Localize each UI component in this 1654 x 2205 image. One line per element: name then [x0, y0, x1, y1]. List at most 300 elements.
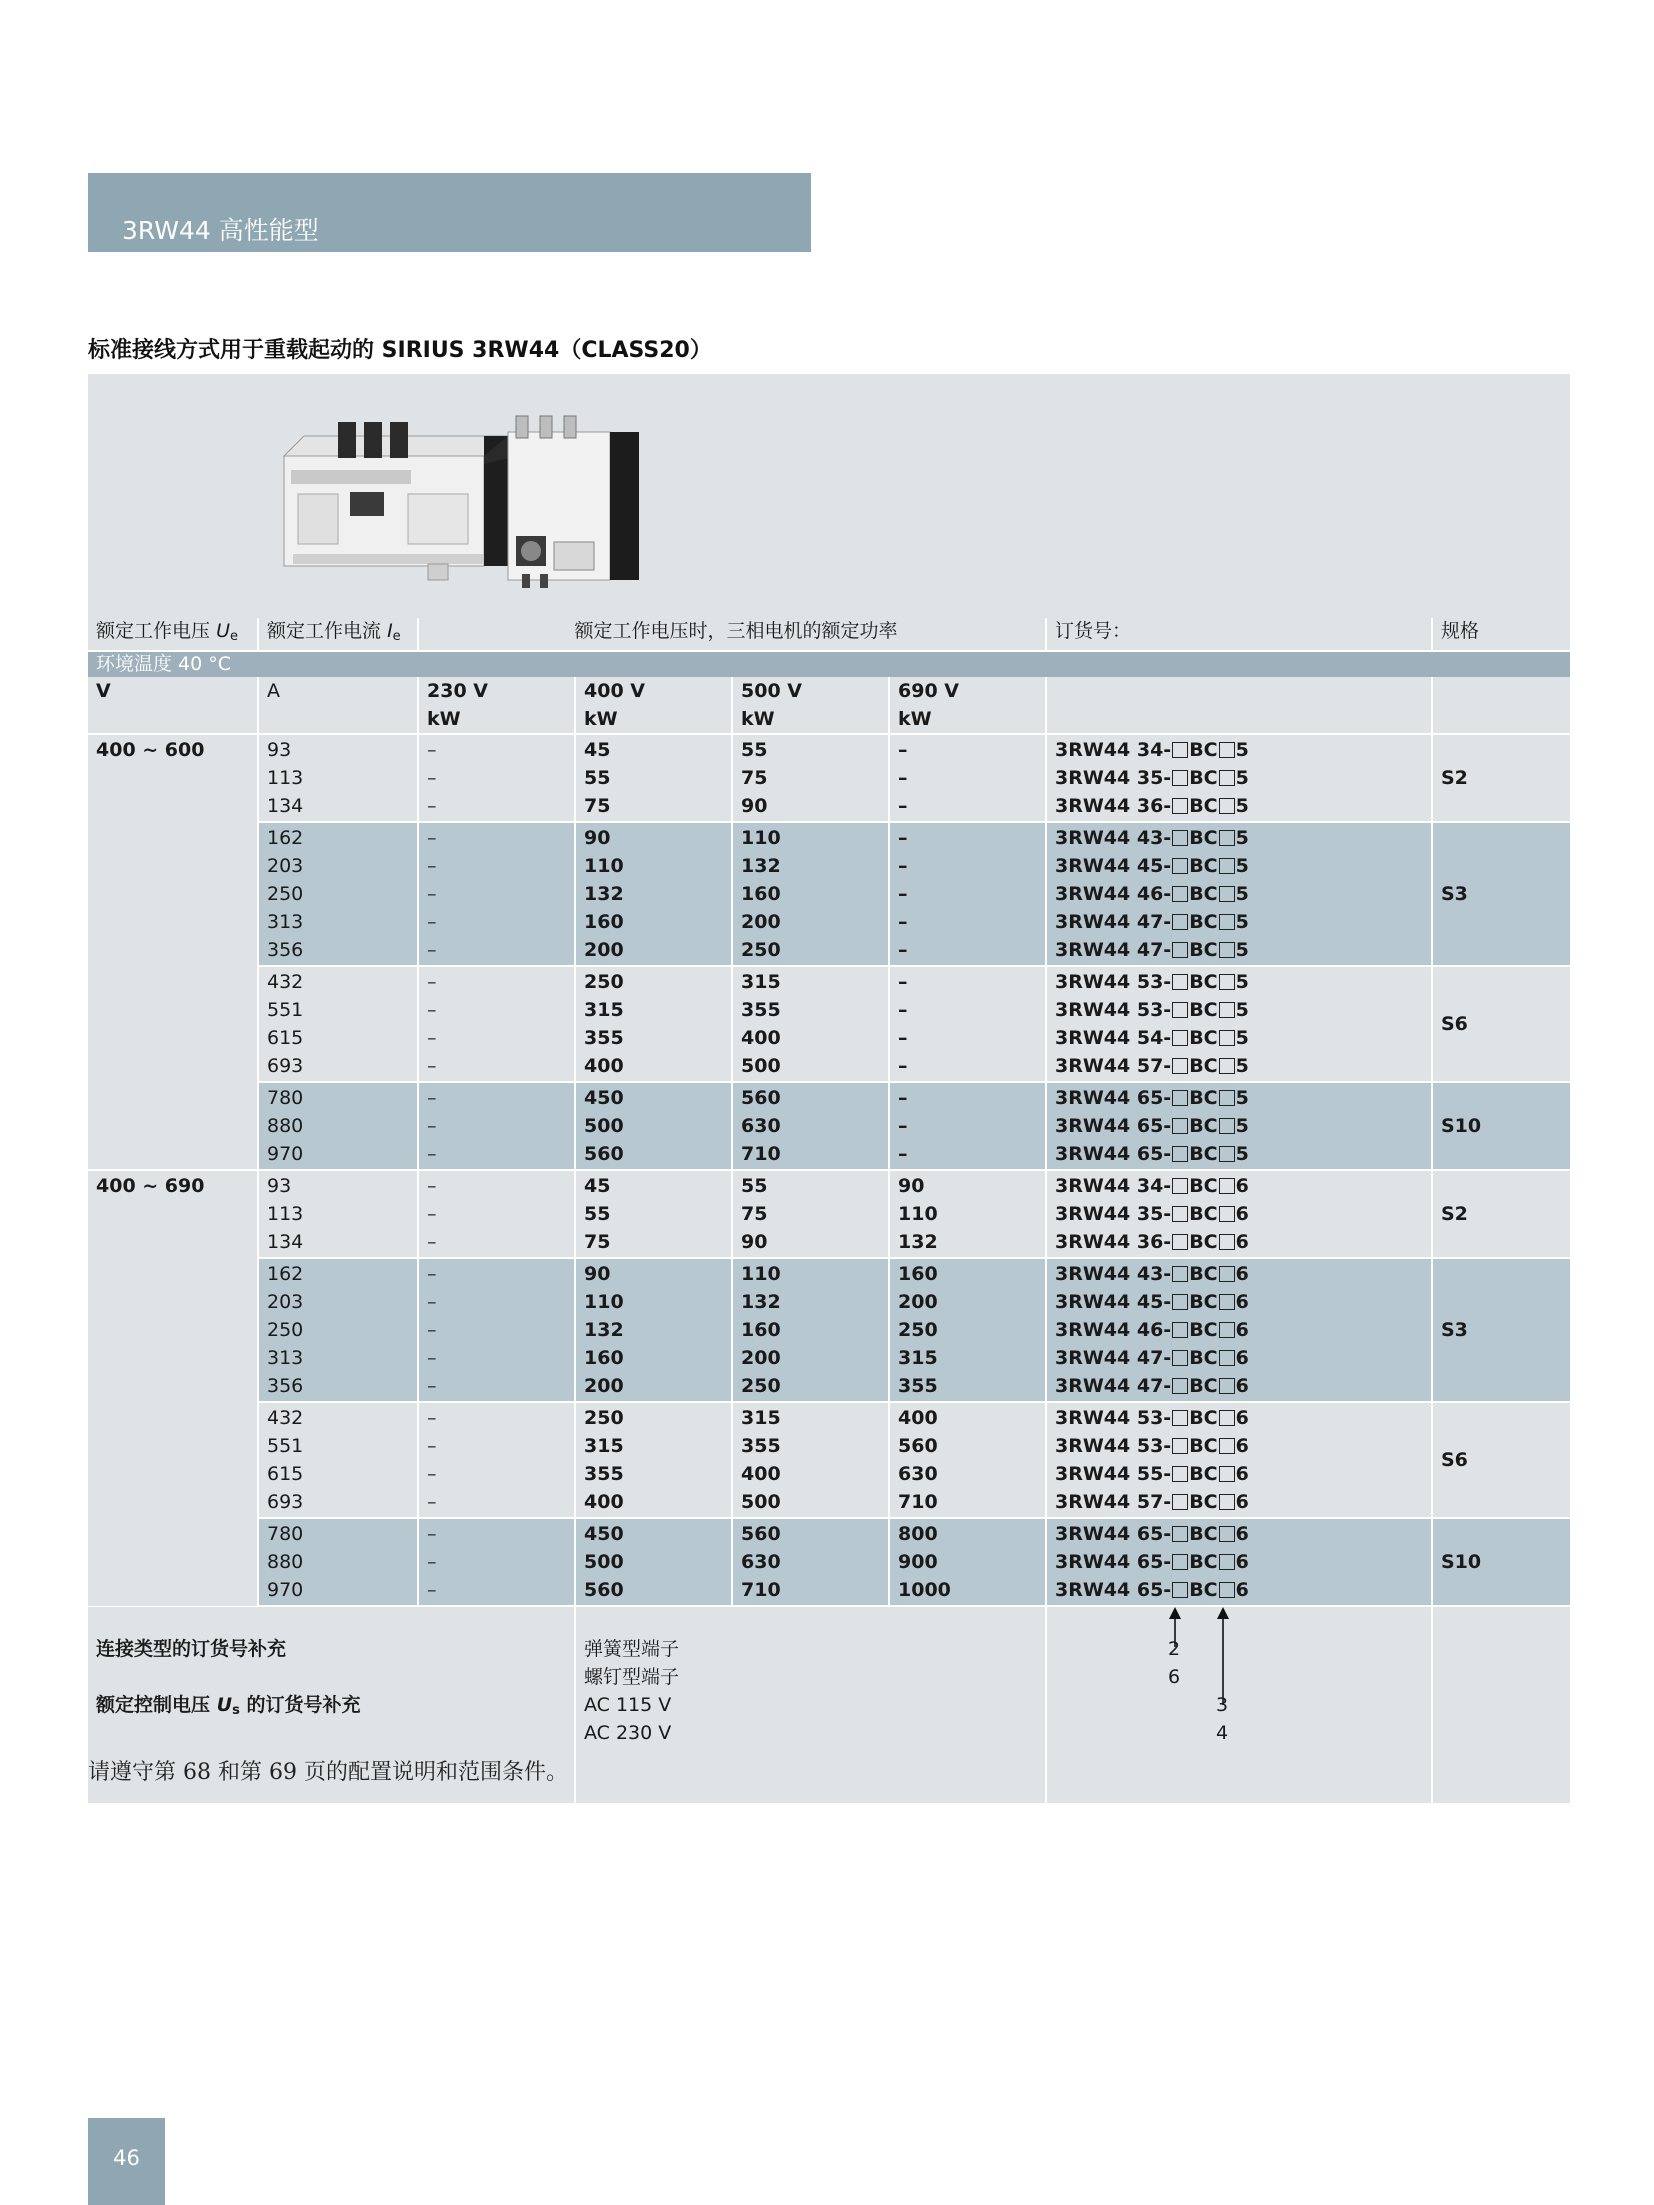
order-prefix: 3RW44 54-	[1055, 1027, 1172, 1049]
order-prefix: 3RW44 65-	[1055, 1551, 1172, 1573]
power-500v-value: 250	[741, 1375, 781, 1397]
order-suffix: 6	[1235, 1523, 1249, 1545]
power-690v-value: 355	[898, 1375, 938, 1397]
power-690v-value: 132	[898, 1231, 938, 1253]
header-current: 额定工作电流 $I_e$	[258, 618, 418, 651]
order-prefix: 3RW44 34-	[1055, 1175, 1172, 1197]
power-400v-value: 55	[584, 767, 611, 789]
current-a-value: 356	[267, 1375, 304, 1397]
order-suffix: 5	[1235, 1087, 1249, 1109]
power-500v-value: 90	[741, 1231, 768, 1253]
power-690v-value: –	[898, 911, 908, 933]
order-prefix: 3RW44 65-	[1055, 1579, 1172, 1601]
order-number	[1046, 966, 1432, 1082]
order-suffix: 5	[1235, 999, 1249, 1021]
header-order: 订货号：	[1046, 618, 1432, 651]
power-400v-value: 45	[584, 1175, 611, 1197]
unit-230: 230 V kW	[418, 677, 575, 734]
power-690v-value: –	[898, 767, 908, 789]
product-photos	[88, 374, 1570, 610]
power-230v	[418, 1518, 575, 1606]
current-a-value: 970	[267, 1143, 304, 1165]
power-230v	[418, 1082, 575, 1170]
placeholder-box-icon	[1219, 1494, 1235, 1510]
power-400v-value: 400	[584, 1491, 624, 1513]
code-spring: 2	[1168, 1638, 1181, 1660]
power-690v-value: 400	[898, 1407, 938, 1429]
power-230v	[418, 1402, 575, 1518]
table-row-group	[88, 1518, 1570, 1606]
control-subscript: s	[232, 1703, 240, 1718]
placeholder-box-icon	[1172, 1350, 1188, 1366]
order-prefix: 3RW44 53-	[1055, 1435, 1172, 1457]
order-mid: BC	[1189, 1027, 1218, 1049]
power-500v-value: 560	[741, 1523, 781, 1545]
power-400v	[575, 1082, 732, 1170]
power-500v-value: 132	[741, 855, 781, 877]
current-a	[258, 822, 418, 966]
power-690v	[889, 1518, 1046, 1606]
supplement-empty	[1432, 1606, 1570, 1803]
current-a-value: 313	[267, 1347, 304, 1369]
frame-size: S2	[1432, 734, 1570, 822]
supplement-options	[575, 1606, 1046, 1803]
table-row-group	[88, 1258, 1570, 1402]
order-prefix: 3RW44 45-	[1055, 1291, 1172, 1313]
order-mid: BC	[1189, 1203, 1218, 1225]
power-690v-value: 110	[898, 1203, 938, 1225]
placeholder-box-icon	[1172, 1294, 1188, 1310]
current-a-value: 693	[267, 1055, 304, 1077]
order-number	[1046, 734, 1432, 822]
placeholder-box-icon	[1172, 830, 1188, 846]
power-400v-value: 90	[584, 827, 611, 849]
placeholder-box-icon	[1219, 1090, 1235, 1106]
table-row-group	[88, 734, 1570, 822]
power-400v-value: 200	[584, 1375, 624, 1397]
power-500v-value: 132	[741, 1291, 781, 1313]
current-a-value: 432	[267, 1407, 304, 1429]
voltage-range	[88, 966, 258, 1082]
power-230v-value: –	[427, 795, 437, 817]
power-230v-value: –	[427, 1231, 437, 1253]
code-ac115: 3	[1216, 1694, 1229, 1716]
frame-size: S10	[1432, 1082, 1570, 1170]
power-690v	[889, 1258, 1046, 1402]
order-prefix: 3RW44 65-	[1055, 1115, 1172, 1137]
power-230v-value: –	[427, 1579, 437, 1601]
control-symbol: U	[216, 1694, 233, 1716]
power-230v-value: –	[427, 1143, 437, 1165]
placeholder-box-icon	[1172, 1178, 1188, 1194]
header-size: 规格	[1432, 618, 1570, 651]
power-500v-value: 630	[741, 1115, 781, 1137]
frame-size: S3	[1432, 822, 1570, 966]
power-400v-value: 250	[584, 1407, 624, 1429]
order-suffix: 5	[1235, 795, 1249, 817]
order-suffix: 5	[1235, 1115, 1249, 1137]
power-690v	[889, 1402, 1046, 1518]
power-500v-value: 110	[741, 827, 781, 849]
placeholder-box-icon	[1172, 886, 1188, 902]
power-500v-value: 400	[741, 1463, 781, 1485]
order-mid: BC	[1189, 883, 1218, 905]
placeholder-box-icon	[1219, 886, 1235, 902]
frame-size: S2	[1432, 1170, 1570, 1258]
placeholder-box-icon	[1172, 1090, 1188, 1106]
order-suffix: 5	[1235, 971, 1249, 993]
order-mid: BC	[1189, 795, 1218, 817]
order-prefix: 3RW44 53-	[1055, 1407, 1172, 1429]
power-400v	[575, 1170, 732, 1258]
voltage-range: 400 ~ 600	[88, 734, 258, 822]
power-400v-value: 315	[584, 1435, 624, 1457]
order-suffix: 5	[1235, 1055, 1249, 1077]
section-title: 3RW44 高性能型	[122, 216, 319, 245]
order-number	[1046, 1170, 1432, 1258]
order-prefix: 3RW44 43-	[1055, 827, 1172, 849]
order-prefix: 3RW44 53-	[1055, 999, 1172, 1021]
current-a-value: 134	[267, 795, 304, 817]
current-a	[258, 1170, 418, 1258]
order-prefix: 3RW44 47-	[1055, 1375, 1172, 1397]
current-a-value: 551	[267, 1435, 304, 1457]
power-230v	[418, 1170, 575, 1258]
power-400v-value: 55	[584, 1203, 611, 1225]
order-suffix: 6	[1235, 1463, 1249, 1485]
option-screw: 螺钉型端子	[584, 1666, 680, 1688]
power-690v-value: 315	[898, 1347, 938, 1369]
placeholder-box-icon	[1172, 1526, 1188, 1542]
power-400v-value: 110	[584, 1291, 624, 1313]
power-500v	[732, 1082, 889, 1170]
order-mid: BC	[1189, 1143, 1218, 1165]
power-500v-value: 55	[741, 1175, 768, 1197]
power-400v-value: 200	[584, 939, 624, 961]
placeholder-box-icon	[1172, 1494, 1188, 1510]
connection-label: 连接类型的订货号补充	[96, 1638, 287, 1660]
power-690v-value: –	[898, 827, 908, 849]
power-230v-value: –	[427, 827, 437, 849]
placeholder-box-icon	[1172, 798, 1188, 814]
placeholder-box-icon	[1172, 914, 1188, 930]
order-mid: BC	[1189, 1175, 1218, 1197]
order-mid: BC	[1189, 739, 1218, 761]
power-230v-value: –	[427, 971, 437, 993]
power-230v-value: –	[427, 939, 437, 961]
placeholder-box-icon	[1219, 1438, 1235, 1454]
power-400v-value: 450	[584, 1523, 624, 1545]
power-230v-value: –	[427, 855, 437, 877]
section-banner	[88, 173, 811, 252]
placeholder-box-icon	[1219, 1554, 1235, 1570]
order-number	[1046, 1258, 1432, 1402]
power-500v-value: 355	[741, 999, 781, 1021]
placeholder-box-icon	[1219, 1030, 1235, 1046]
power-500v-value: 90	[741, 795, 768, 817]
order-mid: BC	[1189, 1055, 1218, 1077]
power-690v-value: –	[898, 1055, 908, 1077]
power-500v	[732, 1518, 889, 1606]
code-screw: 6	[1168, 1666, 1181, 1688]
order-mid: BC	[1189, 855, 1218, 877]
header-voltage: 额定工作电压 $U_e$	[88, 618, 258, 651]
power-230v-value: –	[427, 1055, 437, 1077]
power-400v-value: 132	[584, 883, 624, 905]
order-mid: BC	[1189, 827, 1218, 849]
option-spring: 弹簧型端子	[584, 1638, 680, 1660]
power-500v	[732, 1258, 889, 1402]
order-mid: BC	[1189, 1523, 1218, 1545]
current-a-value: 970	[267, 1579, 304, 1601]
power-690v-value: –	[898, 1115, 908, 1137]
product-table	[88, 374, 1570, 1803]
power-230v-value: –	[427, 1491, 437, 1513]
power-690v	[889, 822, 1046, 966]
placeholder-box-icon	[1219, 1058, 1235, 1074]
power-690v-value: 200	[898, 1291, 938, 1313]
power-400v-value: 75	[584, 1231, 611, 1253]
placeholder-box-icon	[1219, 830, 1235, 846]
placeholder-box-icon	[1172, 1466, 1188, 1482]
placeholder-box-icon	[1219, 798, 1235, 814]
power-690v-value: –	[898, 795, 908, 817]
voltage-range	[88, 1082, 258, 1170]
order-mid: BC	[1189, 1115, 1218, 1137]
current-a-value: 93	[267, 739, 292, 761]
power-690v-value: –	[898, 939, 908, 961]
power-500v-value: 200	[741, 1347, 781, 1369]
order-mid: BC	[1189, 999, 1218, 1021]
order-mid: BC	[1189, 1435, 1218, 1457]
placeholder-box-icon	[1172, 770, 1188, 786]
control-label: 额定控制电压	[96, 1694, 211, 1716]
power-500v-value: 110	[741, 1263, 781, 1285]
power-400v	[575, 1518, 732, 1606]
power-690v-value: 900	[898, 1551, 938, 1573]
order-prefix: 3RW44 47-	[1055, 911, 1172, 933]
units-row	[88, 677, 1570, 734]
current-a-value: 113	[267, 767, 304, 789]
order-mid: BC	[1189, 1407, 1218, 1429]
power-230v-value: –	[427, 1175, 437, 1197]
placeholder-box-icon	[1219, 1466, 1235, 1482]
order-suffix: 6	[1235, 1263, 1249, 1285]
order-suffix: 5	[1235, 939, 1249, 961]
power-400v-value: 560	[584, 1579, 624, 1601]
unit-400: 400 V kW	[575, 677, 732, 734]
order-prefix: 3RW44 43-	[1055, 1263, 1172, 1285]
power-230v-value: –	[427, 1087, 437, 1109]
placeholder-box-icon	[1172, 942, 1188, 958]
table-title: 标准接线方式用于重载起动的 SIRIUS 3RW44（CLASS20）	[88, 338, 712, 363]
voltage-range	[88, 1258, 258, 1402]
order-mid: BC	[1189, 971, 1218, 993]
placeholder-box-icon	[1172, 974, 1188, 990]
code-ac230: 4	[1216, 1722, 1229, 1744]
power-690v-value: –	[898, 883, 908, 905]
placeholder-box-icon	[1219, 1582, 1235, 1598]
power-400v-value: 160	[584, 911, 624, 933]
power-500v	[732, 734, 889, 822]
order-suffix: 6	[1235, 1491, 1249, 1513]
placeholder-box-icon	[1172, 1206, 1188, 1222]
power-500v-value: 630	[741, 1551, 781, 1573]
power-400v-value: 90	[584, 1263, 611, 1285]
power-400v-value: 400	[584, 1055, 624, 1077]
order-prefix: 3RW44 53-	[1055, 971, 1172, 993]
power-400v-value: 45	[584, 739, 611, 761]
unit-order-empty	[1046, 677, 1432, 734]
placeholder-box-icon	[1172, 1582, 1188, 1598]
current-a-value: 93	[267, 1175, 292, 1197]
power-400v-value: 75	[584, 795, 611, 817]
control-suffix: 的订货号补充	[239, 1694, 361, 1716]
current-a-value: 250	[267, 883, 304, 905]
placeholder-box-icon	[1219, 1266, 1235, 1282]
unit-volt: V	[88, 677, 258, 734]
placeholder-box-icon	[1219, 1118, 1235, 1134]
order-prefix: 3RW44 46-	[1055, 1319, 1172, 1341]
power-500v-value: 315	[741, 1407, 781, 1429]
power-230v-value: –	[427, 1203, 437, 1225]
order-prefix: 3RW44 47-	[1055, 1347, 1172, 1369]
power-230v-value: –	[427, 1375, 437, 1397]
power-400v-value: 110	[584, 855, 624, 877]
power-690v-value: 1000	[898, 1579, 951, 1601]
current-a-value: 162	[267, 827, 304, 849]
product-photo-area	[88, 374, 1570, 618]
placeholder-box-icon	[1219, 1206, 1235, 1222]
power-500v-value: 250	[741, 939, 781, 961]
power-500v-value: 710	[741, 1579, 781, 1601]
placeholder-box-icon	[1219, 1350, 1235, 1366]
order-suffix: 6	[1235, 1551, 1249, 1573]
power-690v-value: –	[898, 739, 908, 761]
placeholder-box-icon	[1219, 914, 1235, 930]
order-suffix: 5	[1235, 911, 1249, 933]
order-suffix: 6	[1235, 1175, 1249, 1197]
power-690v-value: 250	[898, 1319, 938, 1341]
power-400v-value: 315	[584, 999, 624, 1021]
voltage-range	[88, 822, 258, 966]
order-mid: BC	[1189, 767, 1218, 789]
placeholder-box-icon	[1219, 1002, 1235, 1018]
order-suffix: 5	[1235, 739, 1249, 761]
order-suffix: 5	[1235, 1027, 1249, 1049]
frame-size: S3	[1432, 1258, 1570, 1402]
power-230v-value: –	[427, 767, 437, 789]
order-mid: BC	[1189, 1087, 1218, 1109]
power-230v-value: –	[427, 1551, 437, 1573]
power-500v-value: 75	[741, 1203, 768, 1225]
order-mid: BC	[1189, 1263, 1218, 1285]
unit-500: 500 V kW	[732, 677, 889, 734]
power-690v-value: –	[898, 999, 908, 1021]
order-mid: BC	[1189, 1579, 1218, 1601]
power-500v-value: 55	[741, 739, 768, 761]
power-230v-value: –	[427, 999, 437, 1021]
order-suffix: 6	[1235, 1291, 1249, 1313]
order-suffix: 5	[1235, 767, 1249, 789]
table-row-group	[88, 1082, 1570, 1170]
current-a-value: 880	[267, 1115, 304, 1137]
placeholder-box-icon	[1219, 1410, 1235, 1426]
order-mid: BC	[1189, 1347, 1218, 1369]
placeholder-box-icon	[1172, 1438, 1188, 1454]
placeholder-box-icon	[1172, 1410, 1188, 1426]
order-suffix: 6	[1235, 1203, 1249, 1225]
order-suffix: 5	[1235, 827, 1249, 849]
order-mid: BC	[1189, 1291, 1218, 1313]
order-suffix: 6	[1235, 1347, 1249, 1369]
order-suffix: 6	[1235, 1407, 1249, 1429]
order-prefix: 3RW44 36-	[1055, 795, 1172, 817]
footnote: 请遵守第 68 和第 69 页的配置说明和范围条件。	[88, 1760, 568, 1785]
order-prefix: 3RW44 65-	[1055, 1087, 1172, 1109]
power-230v	[418, 966, 575, 1082]
power-690v-value: 90	[898, 1175, 925, 1197]
order-prefix: 3RW44 55-	[1055, 1463, 1172, 1485]
order-prefix: 3RW44 57-	[1055, 1491, 1172, 1513]
order-mid: BC	[1189, 1463, 1218, 1485]
power-690v-value: 160	[898, 1263, 938, 1285]
ambient-temperature: 环境温度 40 °C	[88, 651, 1570, 677]
order-prefix: 3RW44 34-	[1055, 739, 1172, 761]
placeholder-box-icon	[1172, 1554, 1188, 1570]
order-suffix: 6	[1235, 1435, 1249, 1457]
order-number	[1046, 1518, 1432, 1606]
power-230v-value: –	[427, 1027, 437, 1049]
power-690v	[889, 1082, 1046, 1170]
order-suffix: 6	[1235, 1579, 1249, 1601]
power-690v-value: –	[898, 1143, 908, 1165]
current-a-value: 551	[267, 999, 304, 1021]
current-a	[258, 734, 418, 822]
placeholder-box-icon	[1219, 974, 1235, 990]
page-number: 46	[113, 2146, 140, 2170]
placeholder-box-icon	[1172, 1058, 1188, 1074]
table-row-group	[88, 822, 1570, 966]
power-690v	[889, 966, 1046, 1082]
order-mid: BC	[1189, 1231, 1218, 1253]
power-500v-value: 160	[741, 1319, 781, 1341]
placeholder-box-icon	[1219, 742, 1235, 758]
placeholder-box-icon	[1219, 1378, 1235, 1394]
power-690v-value: –	[898, 1087, 908, 1109]
power-500v-value: 315	[741, 971, 781, 993]
current-a-value: 162	[267, 1263, 304, 1285]
order-mid: BC	[1189, 911, 1218, 933]
placeholder-box-icon	[1172, 1146, 1188, 1162]
placeholder-box-icon	[1172, 1266, 1188, 1282]
power-400v	[575, 966, 732, 1082]
current-a-value: 615	[267, 1027, 304, 1049]
power-230v-value: –	[427, 911, 437, 933]
current-a-value: 880	[267, 1551, 304, 1573]
power-500v	[732, 822, 889, 966]
placeholder-box-icon	[1219, 770, 1235, 786]
current-a-value: 780	[267, 1523, 304, 1545]
voltage-range: 400 ~ 690	[88, 1170, 258, 1258]
header-power: 额定工作电压时，三相电机的额定功率	[418, 618, 1046, 651]
order-suffix: 6	[1235, 1231, 1249, 1253]
power-400v	[575, 822, 732, 966]
current-a-value: 134	[267, 1231, 304, 1253]
power-400v-value: 132	[584, 1319, 624, 1341]
order-mid: BC	[1189, 1491, 1218, 1513]
current-a-value: 780	[267, 1087, 304, 1109]
